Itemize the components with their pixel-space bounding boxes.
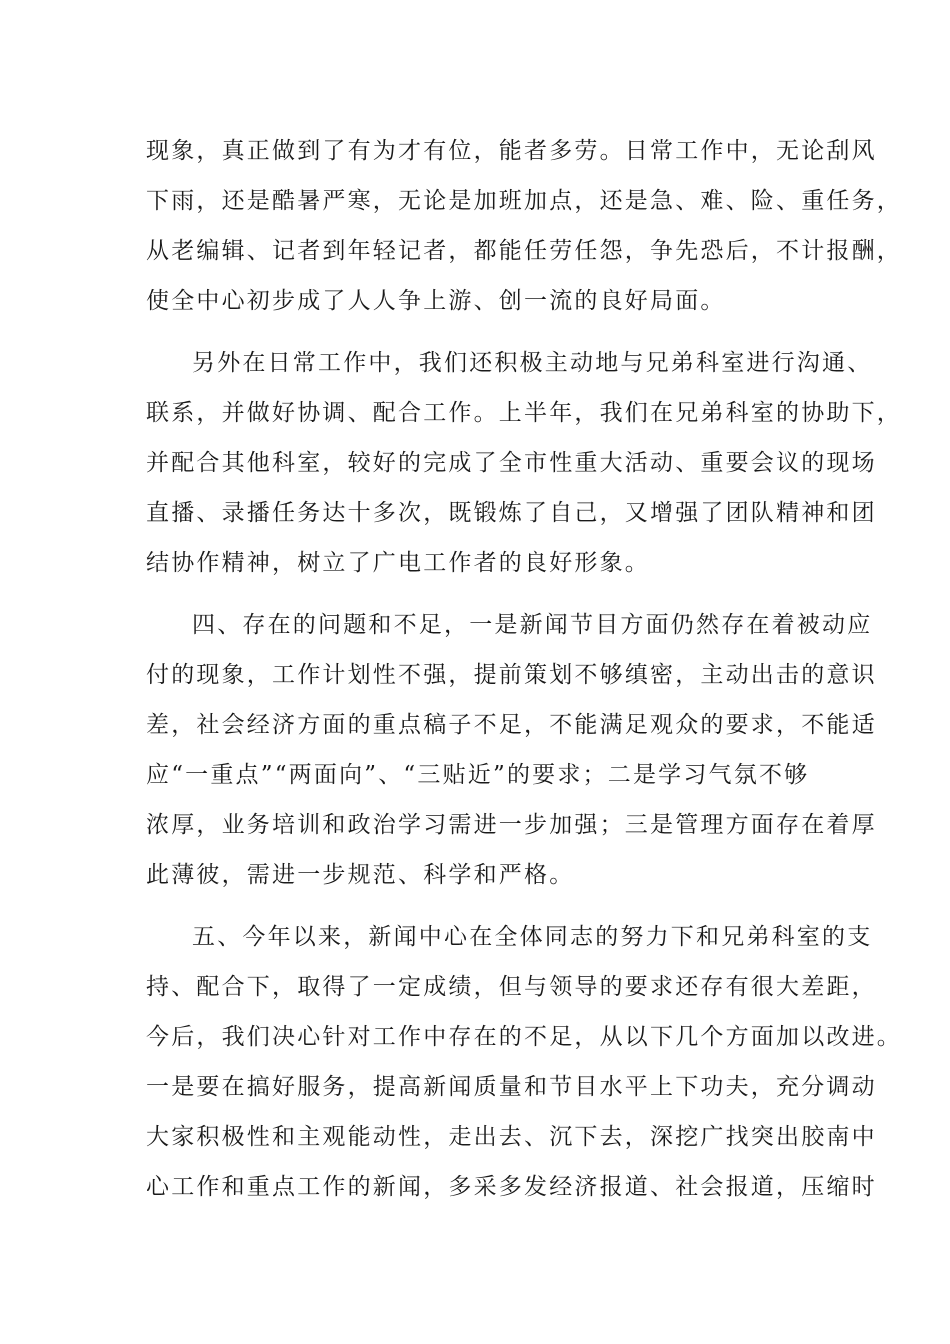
paragraph-first-line: 五、今年以来，新闻中心在全体同志的努力下和兄弟科室的支 [192,924,873,950]
paragraph-first-line: 四、存在的问题和不足，一是新闻节目方面仍然存在着被动应 [192,612,873,638]
text-line: 付的现象，工作计划性不强，提前策划不够缜密，主动出击的意识 [146,662,877,688]
text-line: 并配合其他科室，较好的完成了全市性重大活动、重要会议的现场 [146,450,877,476]
text-line: 一是要在搞好服务，提高新闻质量和节目水平上下功夫，充分调动 [146,1074,877,1100]
text-line: 联系，并做好协调、配合工作。上半年，我们在兄弟科室的协助下， [146,400,902,426]
paragraph-first-line: 另外在日常工作中，我们还积极主动地与兄弟科室进行沟通、 [192,350,873,376]
text-line: 现象，真正做到了有为才有位，能者多劳。日常工作中，无论刮风 [146,138,877,164]
text-line: 心工作和重点工作的新闻，多采多发经济报道、社会报道，压缩时 [146,1174,877,1200]
text-line: 浓厚，业务培训和政治学习需进一步加强；三是管理方面存在着厚 [146,812,877,838]
text-line: 结协作精神，树立了广电工作者的良好形象。 [146,550,650,576]
text-line: 使全中心初步成了人人争上游、创一流的良好局面。 [146,288,726,314]
text-line: 此薄彼，需进一步规范、科学和严格。 [146,862,575,888]
text-line: 下雨，还是酷暑严寒，无论是加班加点，还是急、难、险、重任务， [146,188,902,214]
text-line: 差，社会经济方面的重点稿子不足，不能满足观众的要求，不能适 [146,712,877,738]
text-line: 大家积极性和主观能动性，走出去、沉下去，深挖广找突出胶南中 [146,1124,877,1150]
text-line: 持、配合下，取得了一定成绩，但与领导的要求还存有很大差距， [146,974,877,1000]
text-line: 应“一重点”“两面向”、“三贴近”的要求；二是学习气氛不够 [146,762,810,788]
text-line: 从老编辑、记者到年轻记者，都能任劳任怨，争先恐后，不计报酬， [146,238,902,264]
text-line: 今后，我们决心针对工作中存在的不足，从以下几个方面加以改进。 [146,1024,902,1050]
text-line: 直播、录播任务达十多次，既锻炼了自己，又增强了团队精神和团 [146,500,877,526]
